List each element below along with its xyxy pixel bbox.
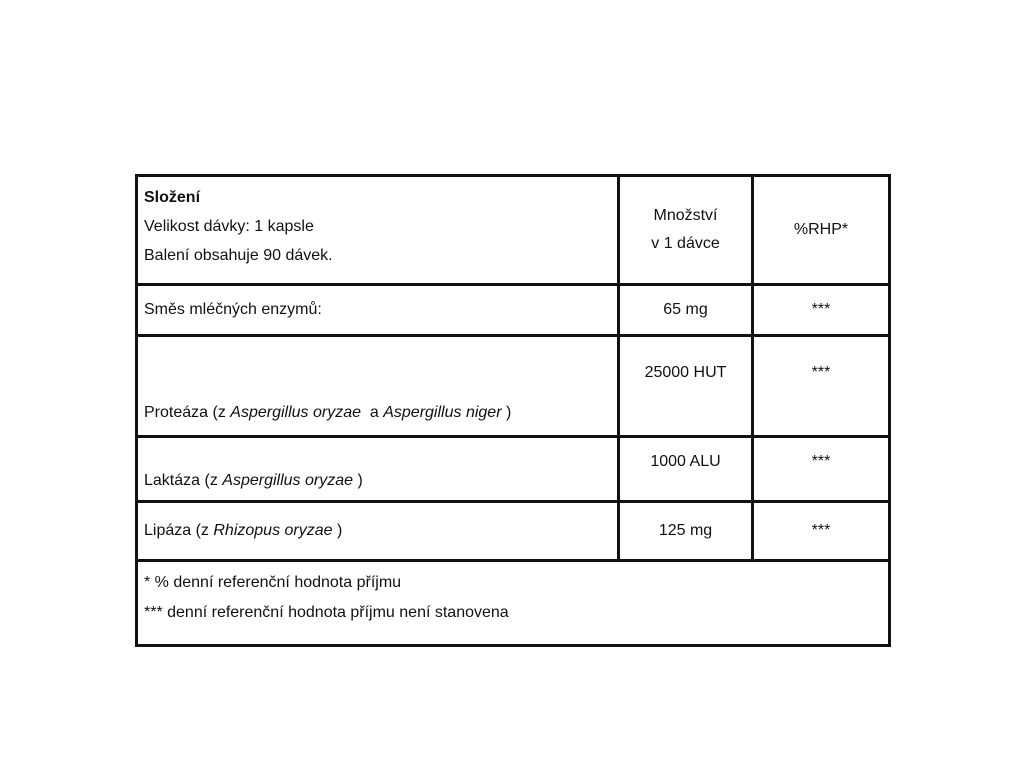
label-prefix: Lipáza (z <box>144 522 214 539</box>
source-organism: Aspergillus niger <box>383 404 502 421</box>
ingredient-amount: 25000 HUT <box>619 336 753 437</box>
label-suffix: ) <box>332 522 343 539</box>
source-organism: Aspergillus oryzae <box>222 472 353 489</box>
table-row <box>137 502 890 561</box>
amount-header-line-1: Množství <box>653 207 718 224</box>
composition-title: Složení <box>144 189 201 206</box>
ingredient-rhp: *** <box>753 437 890 502</box>
ingredient-rhp: *** <box>753 502 890 561</box>
footnote-not-established: *** denní referenční hodnota příjmu není stanovena <box>144 604 509 621</box>
ingredient-rhp: *** <box>753 336 890 437</box>
ingredient-label <box>137 336 619 437</box>
table-row <box>137 285 890 336</box>
source-organism: Aspergillus oryzae <box>230 404 361 421</box>
composition-table-wrapper <box>135 174 888 621</box>
source-organism: Rhizopus oryzae <box>213 522 333 539</box>
amount-column-header <box>619 176 753 285</box>
table-row <box>137 437 890 502</box>
footnote-row <box>137 561 890 646</box>
label-joiner: a <box>361 404 384 421</box>
footnote-cell <box>137 561 890 646</box>
amount-header-line-2: v 1 dávce <box>651 235 720 252</box>
servings-per-pack: Balení obsahuje 90 dávek. <box>144 247 333 264</box>
ingredient-rhp: *** <box>753 285 890 336</box>
rhp-column-header: %RHP* <box>753 176 890 285</box>
ingredient-amount: 125 mg <box>619 502 753 561</box>
composition-table <box>135 174 891 647</box>
ingredient-label <box>137 502 619 561</box>
label-prefix: Laktáza (z <box>144 472 223 489</box>
ingredient-amount: 65 mg <box>619 285 753 336</box>
ingredient-label: Směs mléčných enzymů: <box>137 285 619 336</box>
header-info-cell <box>137 176 619 285</box>
footnote-rhp: * % denní referenční hodnota příjmu <box>144 574 402 591</box>
table-header-row <box>137 176 890 285</box>
label-prefix: Proteáza (z <box>144 404 231 421</box>
ingredient-label <box>137 437 619 502</box>
ingredient-amount: 1000 ALU <box>619 437 753 502</box>
label-suffix: ) <box>501 404 512 421</box>
table-row <box>137 336 890 437</box>
label-suffix: ) <box>353 472 363 489</box>
serving-size: Velikost dávky: 1 kapsle <box>144 218 314 235</box>
